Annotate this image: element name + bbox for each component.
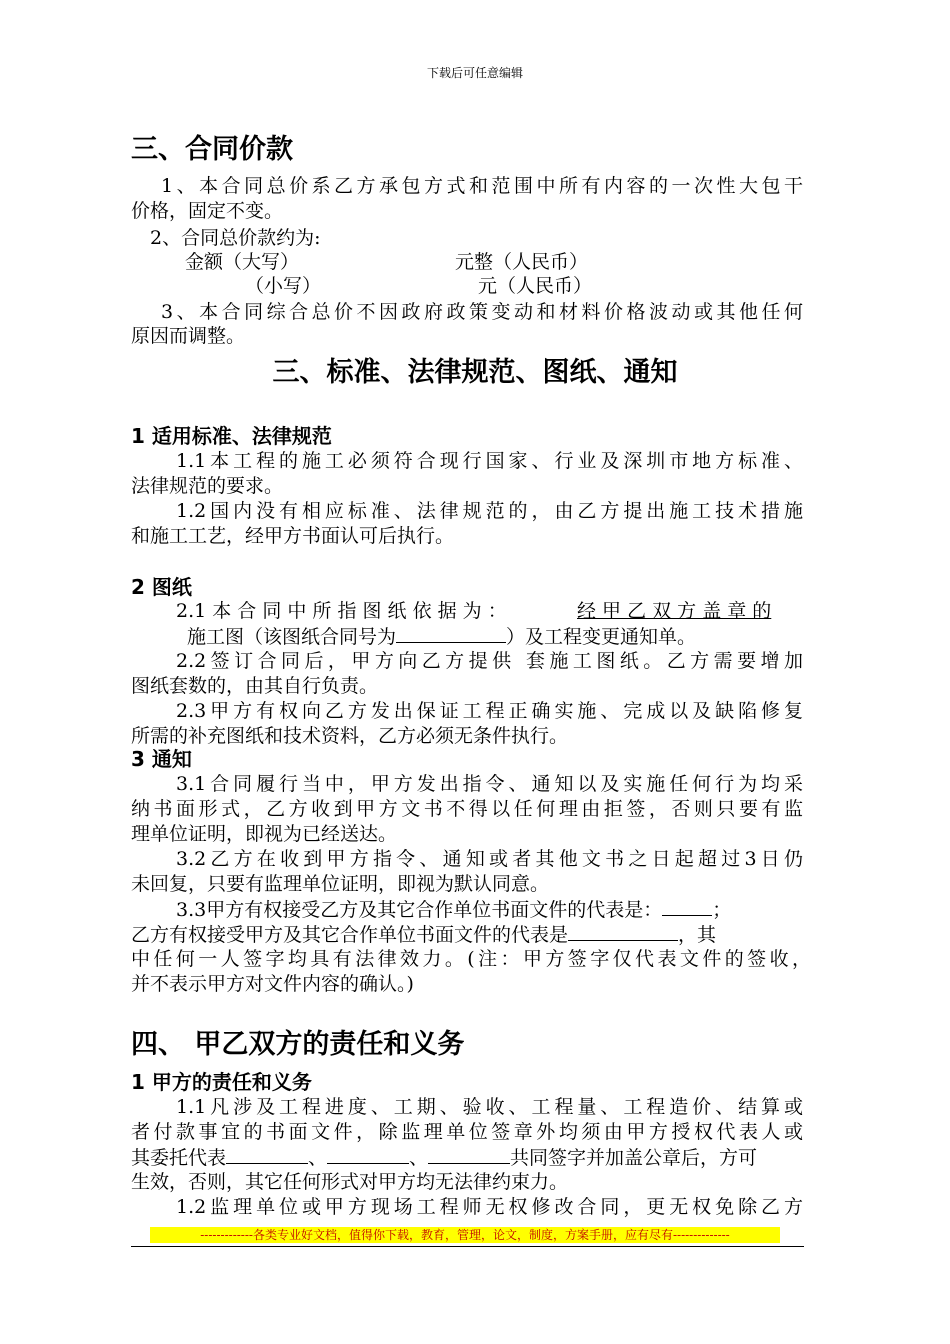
authorized-rep-blank-1 xyxy=(226,1145,308,1164)
notice-3-3b xyxy=(131,922,716,948)
drawings-2-1b xyxy=(187,624,696,650)
drawings-2-3a: 2.3甲方有权向乙方发出保证工程正确实施、完成以及缺陷修复 xyxy=(176,700,803,722)
standards-1-1a: 1.1本工程的施工必须符合现行国家、行业及深圳市地方标准、 xyxy=(176,450,803,472)
notice-3-3a-text: 3.3甲方有权接受乙方及其它合作单位书面文件的代表是： xyxy=(176,899,663,921)
drawings-2-3b: 所需的补充图纸和技术资料，乙方必须无条件执行。 xyxy=(131,725,569,747)
notice-3-3d: 并不表示甲方对文件内容的确认。) xyxy=(131,973,414,995)
notice-3-3b-tail: ，其 xyxy=(678,924,717,946)
party-a-1-2a: 1.2监理单位或甲方现场工程师无权修改合同，更无权免除乙方 xyxy=(176,1196,803,1218)
subsection-title-standards: 1 适用标准、法律规范 xyxy=(131,424,332,448)
party-a-representative-blank xyxy=(662,897,712,916)
notice-3-3a-end: ； xyxy=(712,899,732,921)
party-b-representative-blank xyxy=(568,922,678,941)
drawings-2-2a: 2.2签订合同后，甲方向乙方提供 套施工图纸。乙方需要增加 xyxy=(176,650,803,672)
separator-2: 、 xyxy=(409,1147,429,1169)
party-a-1-1b: 者付款事宜的书面文件，除监理单位签章外均须由甲方授权代表人或 xyxy=(131,1121,803,1143)
standards-1-2a: 1.2国内没有相应标准、法律规范的，由乙方提出施工技术措施 xyxy=(176,500,803,522)
section-title-standards: 三、标准、法律规范、图纸、通知 xyxy=(272,357,678,388)
notice-3-1a: 3.1合同履行当中，甲方发出指令、通知以及实施任何行为均采 xyxy=(176,773,803,795)
party-a-1-1a: 1.1凡涉及工程进度、工期、验收、工程量、工程造价、结算或 xyxy=(176,1096,803,1118)
notice-3-3b-text: 乙方有权接受甲方及其它合作单位书面文件的代表是 xyxy=(131,924,569,946)
notice-3-2b: 未回复，只要有监理单位证明，即视为默认同意。 xyxy=(131,873,550,895)
authorized-rep-blank-3 xyxy=(428,1145,510,1164)
price-amount-caps-label: 金额（大写） xyxy=(185,251,300,273)
subsection-title-drawings: 2 图纸 xyxy=(131,575,192,599)
notice-3-1c: 理单位证明，即视为已经送达。 xyxy=(131,823,398,845)
drawings-2-1a-underlined: 经 甲 乙 双 方 盖 章 的 xyxy=(577,600,772,622)
drawing-contract-number-blank xyxy=(396,624,506,643)
authorized-rep-blank-2 xyxy=(327,1145,409,1164)
footer-banner: -------------各类专业好文档，值得你下载，教育，管理，论文，制度，方案手册，应有尽有-------------- xyxy=(150,1227,780,1243)
party-a-1-1c xyxy=(131,1145,757,1171)
notice-3-2a: 3.2乙方在收到甲方指令、通知或者其他文书之日起超过3日仍 xyxy=(176,848,803,870)
standards-1-2b: 和施工工艺，经甲方书面认可后执行。 xyxy=(131,525,455,547)
subsection-title-party-a: 1 甲方的责任和义务 xyxy=(131,1070,312,1094)
price-line-2: 2、合同总价款约为: xyxy=(150,227,321,249)
notice-3-3c: 中任何一人签字均具有法律效力。(注：甲方签字仅代表文件的签收， xyxy=(131,948,811,970)
drawings-2-1a: 2.1 本 合 同 中 所 指 图 纸 依 据 为 ： xyxy=(176,600,507,622)
price-amount-small-label: （小写） xyxy=(245,275,322,297)
notice-3-3a xyxy=(176,897,731,923)
section-title-responsibilities: 四、 甲乙双方的责任和义务 xyxy=(131,1029,465,1060)
footer-rule xyxy=(131,1246,804,1247)
separator-1: 、 xyxy=(308,1147,328,1169)
subsection-title-notice: 3 通知 xyxy=(131,747,192,771)
section-title-price: 三、合同价款 xyxy=(131,134,293,165)
standards-1-1b: 法律规范的要求。 xyxy=(131,475,284,497)
party-a-1-1c-text: 其委托代表 xyxy=(131,1147,227,1169)
notice-3-1b: 纳书面形式，乙方收到甲方文书不得以任何理由拒签，否则只要有监 xyxy=(131,798,803,820)
price-amount-caps-unit: 元整（人民币） xyxy=(455,251,589,273)
price-line-3b: 原因而调整。 xyxy=(131,325,246,347)
party-a-1-1c-tail: 共同签字并加盖公章后，方可 xyxy=(510,1147,758,1169)
price-amount-small-unit: 元（人民币） xyxy=(478,275,593,297)
header-note: 下载后可任意编辑 xyxy=(426,66,523,80)
price-line-1a: 1、本合同总价系乙方承包方式和范围中所有内容的一次性大包干 xyxy=(161,175,803,197)
price-line-1b: 价格，固定不变。 xyxy=(131,200,284,222)
drawings-2-1b-text: 施工图（该图纸合同号为 xyxy=(187,626,397,648)
drawings-2-1b-tail: ）及工程变更通知单。 xyxy=(506,626,697,648)
party-a-1-1d: 生效，否则，其它任何形式对甲方均无法律约束力。 xyxy=(131,1171,569,1193)
price-line-3a: 3、本合同综合总价不因政府政策变动和材料价格波动或其他任何 xyxy=(161,301,803,323)
drawings-2-2b: 图纸套数的，由其自行负责。 xyxy=(131,675,379,697)
